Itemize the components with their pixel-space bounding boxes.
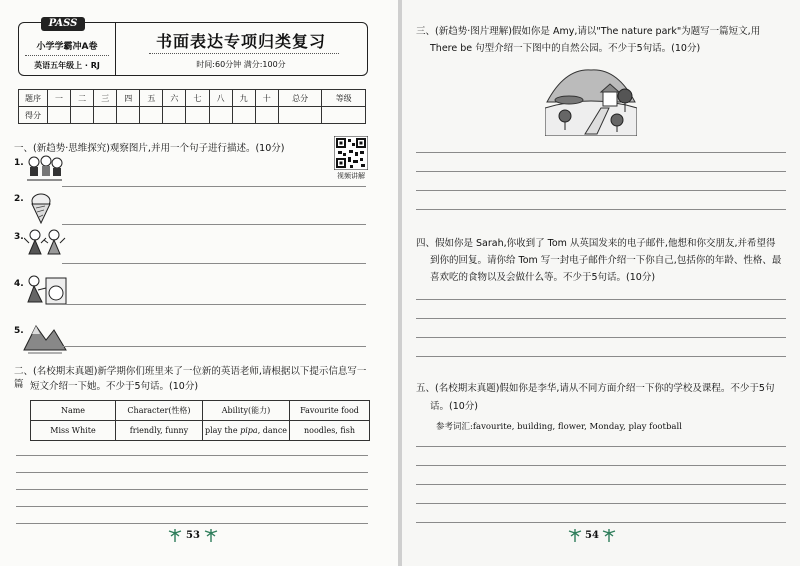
teacher-info-header-row [31,401,370,421]
answer-line[interactable] [62,304,366,305]
score-table [18,89,366,124]
score-cell: 八 [209,90,232,107]
table-header: Character(性格) [116,401,203,421]
score-entry-cell[interactable] [48,107,71,124]
item-number: 4. [14,279,24,289]
question-2-title: 二、(名校期末真题)新学期你们班里来了一位新的英语老师,请根据以下提示信息写一篇 [14,366,367,390]
answer-line[interactable] [416,190,786,191]
washing-clothes-picture [22,272,68,308]
score-entry-cell[interactable] [140,107,163,124]
score-entry-cell[interactable] [94,107,117,124]
score-entry-cell[interactable] [209,107,232,124]
left-page [0,0,398,566]
page-number: 54 [585,530,599,541]
score-row-label: 得分 [19,107,48,124]
item-number: 5. [14,326,24,336]
palm-tree-icon [204,528,218,542]
score-cell: 总分 [278,90,322,107]
answer-line[interactable] [16,523,368,524]
palm-tree-icon [168,528,182,542]
question-4-title-continued: 到你的回复。请你给 Tom 写一封电子邮件介绍一下你自己,包括你的年龄、性格、最 [430,255,782,266]
score-entry-cell[interactable] [322,107,366,124]
question-4-title-continued: 喜欢吃的食物以及会做什么等。不少于5句话。(10分) [430,272,656,283]
item-number: 1. [14,158,24,168]
qr-caption: 视频讲解 [337,172,365,180]
answer-line[interactable] [62,224,366,225]
table-header: Ability(能力) [203,401,290,421]
table-cell: Miss White [31,421,116,441]
answer-line[interactable] [62,186,366,187]
item-number: 3. [14,232,24,242]
palm-tree-icon [602,528,616,542]
table-cell: play the pipa, dance [203,421,290,441]
score-entry-cell[interactable] [186,107,209,124]
score-cell: 七 [186,90,209,107]
page-title: 书面表达专项归类复习 [155,32,326,51]
answer-line[interactable] [62,346,366,347]
score-table-score-row [19,107,366,124]
score-cell: 五 [140,90,163,107]
score-cell: 等级 [322,90,366,107]
header-series-panel [19,18,116,75]
answer-line[interactable] [416,503,786,504]
header-divider [25,55,109,56]
answer-line[interactable] [416,152,786,153]
question-5-title-continued: 话。(10分) [430,401,479,412]
ice-cream-picture [28,192,54,224]
score-entry-cell[interactable] [163,107,186,124]
score-cell: 三 [94,90,117,107]
time-and-score-info: 时间:60分钟 满分:100分 [196,60,286,69]
answer-line[interactable] [416,318,786,319]
table-header: Favourite food [290,401,370,421]
question-3-title-continued: There be 句型介绍一下图中的自然公园。不少于5句话。(10分) [430,43,701,54]
children-dancing-picture [24,228,66,260]
answer-line[interactable] [416,299,786,300]
score-cell: 十 [255,90,278,107]
answer-line[interactable] [416,465,786,466]
question-3-title: 三、(新趋势·图片理解)假如你是 Amy,请以"The nature park"为题写一篇短文,用 [416,26,761,37]
table-cell: noodles, fish [290,421,370,441]
series-name: 小学学霸冲A卷 [36,42,98,52]
answer-line[interactable] [62,263,366,264]
grade-label: 英语五年级上 · RJ [34,61,100,70]
answer-line[interactable] [416,356,786,357]
question-5-title: 五、(名校期末真题)假如你是李华,请从不同方面介绍一下你的学校及课程。不少于5句 [416,383,775,394]
table-cell: friendly, funny [116,421,203,441]
answer-line[interactable] [416,484,786,485]
answer-line[interactable] [416,209,786,210]
teacher-info-table [30,400,370,441]
item-number: 2. [14,194,24,204]
score-cell: 九 [232,90,255,107]
score-cell: 六 [163,90,186,107]
worksheet-header [18,18,368,76]
question-2-title-continued: 短文介绍一下她。不少于5句话。(10分) [30,381,199,392]
score-entry-cell[interactable] [117,107,140,124]
brand-logo: PASS [41,17,85,31]
answer-line[interactable] [16,455,368,456]
question-1-title: 一、(新趋势·思维探究)观察图片,并用一个句子进行描述。(10分) [14,143,285,154]
score-cell: 一 [48,90,71,107]
score-entry-cell[interactable] [71,107,94,124]
qr-code-icon[interactable] [334,136,368,170]
score-table-header-row [19,90,366,107]
reference-vocabulary: 参考词汇:favourite, building, flower, Monday, play football [436,422,682,432]
teacher-info-data-row [31,421,370,441]
score-entry-cell[interactable] [278,107,322,124]
title-divider [149,53,339,54]
score-cell: 题序 [19,90,48,107]
answer-line[interactable] [416,337,786,338]
answer-line[interactable] [16,506,368,507]
table-header: Name [31,401,116,421]
score-cell: 二 [71,90,94,107]
answer-line[interactable] [416,171,786,172]
mountain-lake-picture [22,320,68,354]
question-4-title: 四、假如你是 Sarah,你收到了 Tom 从英国发来的电子邮件,他想和你交朋友,并希望得 [416,238,776,249]
children-playing-picture [24,154,64,184]
answer-line[interactable] [416,522,786,523]
answer-line[interactable] [16,472,368,473]
palm-tree-icon [568,528,582,542]
score-entry-cell[interactable] [255,107,278,124]
page-number: 53 [186,530,200,541]
answer-line[interactable] [416,446,786,447]
score-entry-cell[interactable] [232,107,255,124]
right-page [402,0,800,566]
score-cell: 四 [117,90,140,107]
nature-park-picture [545,62,637,136]
answer-line[interactable] [16,489,368,490]
